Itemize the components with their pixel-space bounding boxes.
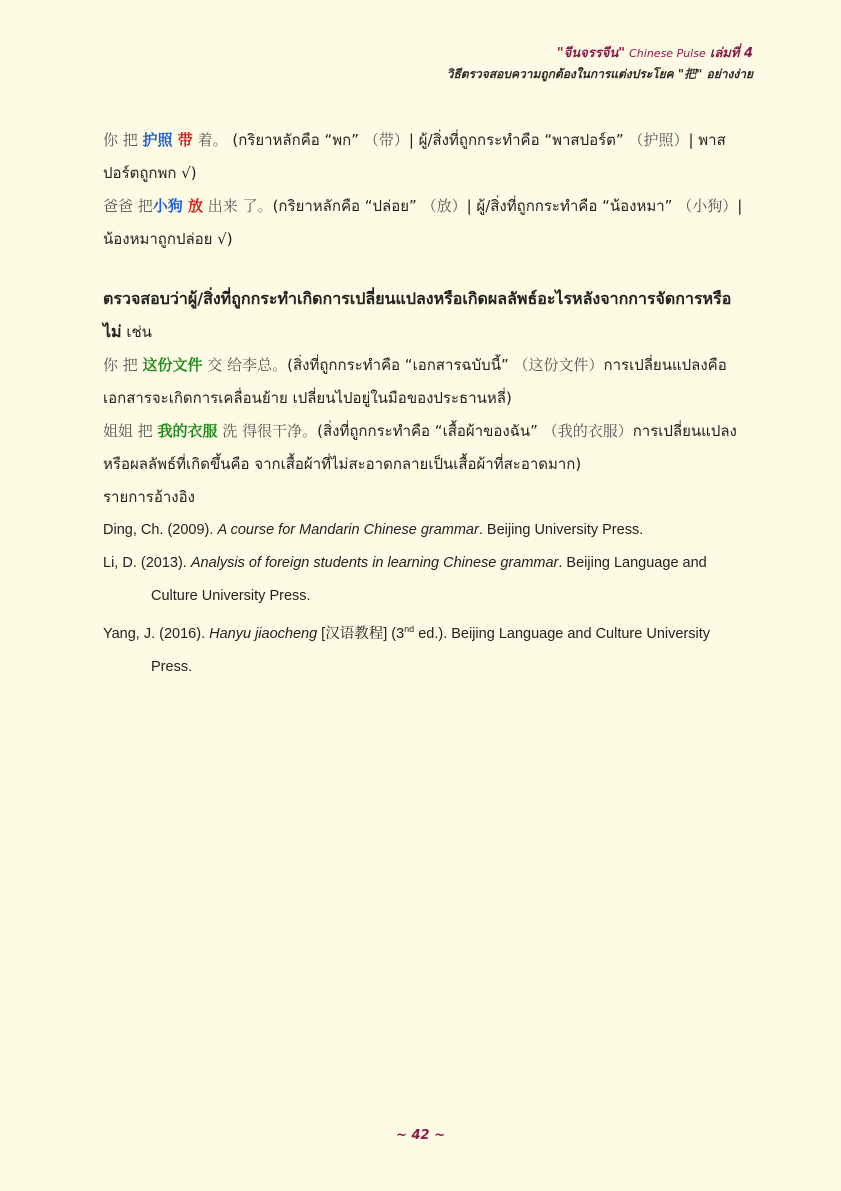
example-1: [103, 124, 743, 190]
reference-2-title: Analysis of foreign students in learning Chinese grammar: [190, 555, 559, 571]
example-3-cn-prefix: 你 把: [103, 356, 143, 374]
section-heading-text: ตรวจสอบว่าผู้/สิ่งที่ถูกกระทำเกิดการเปลี่ยนแปลงหรือเกิดผลลัพธ์อะไรหลังจากการจัดการหรือไม่: [103, 289, 732, 341]
example-1-cn-verb-gloss: （带）: [363, 131, 409, 149]
reference-2-author: Li, D. (2013).: [103, 555, 191, 571]
example-3-note-2: การเปลี่ยนแปลงคือ เอกสารจะเกิดการเคลื่อนย้าย เปลี่ยนไปอยู่ในมือของประธานหลี่): [103, 356, 727, 407]
example-4-cn-prefix: 姐姐 把: [103, 422, 158, 440]
reference-3-author: Yang, J. (2016).: [103, 625, 210, 642]
header-subtitle: Chinese Pulse: [629, 47, 706, 60]
header-line-1: [447, 44, 753, 64]
reference-2-publisher: . Beijing Language and Culture University Press.: [151, 555, 707, 604]
page-content: [103, 124, 743, 684]
example-2-note-1: (กริยาหลักคือ “ปล่อย”: [272, 197, 422, 215]
example-2-cn-verb-gloss: （放）: [421, 197, 467, 215]
example-4: [103, 415, 743, 481]
reference-1-author: Ding, Ch. (2009).: [103, 522, 218, 538]
example-2-verb: 放: [182, 197, 204, 215]
header-line-2: วิธีตรวจสอบความถูกต้องในการแต่งประโยค "把" อย่างง่าย: [446, 67, 753, 81]
reference-3-publisher: ed.). Beijing Language and Culture University Press.: [151, 625, 711, 675]
page-number: ~ 42 ~: [396, 1128, 445, 1143]
example-1-object: 护照: [142, 131, 173, 149]
example-3-cn-suffix: 交 给李总。: [202, 356, 288, 374]
example-2-cn-suffix: 出来 了。: [203, 197, 273, 215]
example-4-note-1: (สิ่งที่ถูกกระทำคือ “เสื้อผ้าของฉัน”: [317, 422, 543, 440]
example-2-note-2: | ผู้/สิ่งที่ถูกกระทำคือ “น้องหมา”: [466, 197, 678, 215]
reference-3-edition-sup: nd: [404, 624, 415, 634]
header-brand: "จีนจรรจีน": [556, 46, 625, 61]
reference-1-publisher: . Beijing University Press.: [478, 522, 644, 538]
reference-2: [103, 547, 743, 613]
references-title: รายการอ้างอิง: [103, 488, 195, 506]
example-4-object: 我的衣服: [157, 422, 218, 440]
example-3: [103, 349, 743, 415]
reference-3-cn-title: [汉语教程] (3: [317, 625, 405, 642]
header-volume: เล่มที่ 4: [709, 46, 753, 61]
reference-1: [103, 514, 743, 547]
example-1-note-3: | พาสปอร์ตถูกพก √): [103, 131, 726, 182]
example-2: [103, 190, 743, 256]
example-1-verb: 带: [172, 131, 193, 149]
running-header: [447, 44, 753, 84]
example-2-note-3: | น้องหมาถูกปล่อย √): [103, 197, 743, 248]
reference-1-title: A course for Mandarin Chinese grammar: [217, 522, 479, 538]
reference-3: [103, 613, 743, 684]
example-3-object: 这份文件: [142, 356, 203, 374]
example-2-object: 小狗: [152, 197, 183, 215]
example-2-cn-object-gloss: （小狗）: [677, 197, 738, 215]
section-heading: [103, 282, 743, 349]
example-1-note-2: | ผู้/สิ่งที่ถูกกระทำคือ “พาสปอร์ต”: [408, 131, 629, 149]
example-4-cn-gloss: （我的衣服）: [542, 422, 633, 440]
example-1-cn-suffix: 着。: [192, 131, 228, 149]
example-2-cn-prefix: 爸爸 把: [103, 197, 153, 215]
section-heading-tail: เช่น: [121, 323, 152, 341]
example-3-note-1: (สิ่งที่ถูกกระทำคือ “เอกสารฉบับนี้”: [287, 356, 514, 374]
reference-3-title: Hanyu jiaocheng: [209, 625, 318, 642]
example-1-cn-object-gloss: （护照）: [628, 131, 689, 149]
example-4-cn-suffix: 洗 得很干净。: [217, 422, 318, 440]
example-3-cn-gloss: （这份文件）: [513, 356, 604, 374]
example-4-note-2: การเปลี่ยนแปลงหรือผลลัพธ์ที่เกิดขึ้นคือ จากเสื้อผ้าที่ไม่สะอาดกลายเป็นเสื้อผ้าที่สะอาดมาก): [103, 422, 737, 473]
example-1-cn-prefix: 你 把: [103, 131, 143, 149]
example-1-note-1: (กริยาหลักคือ “พก”: [227, 131, 364, 149]
